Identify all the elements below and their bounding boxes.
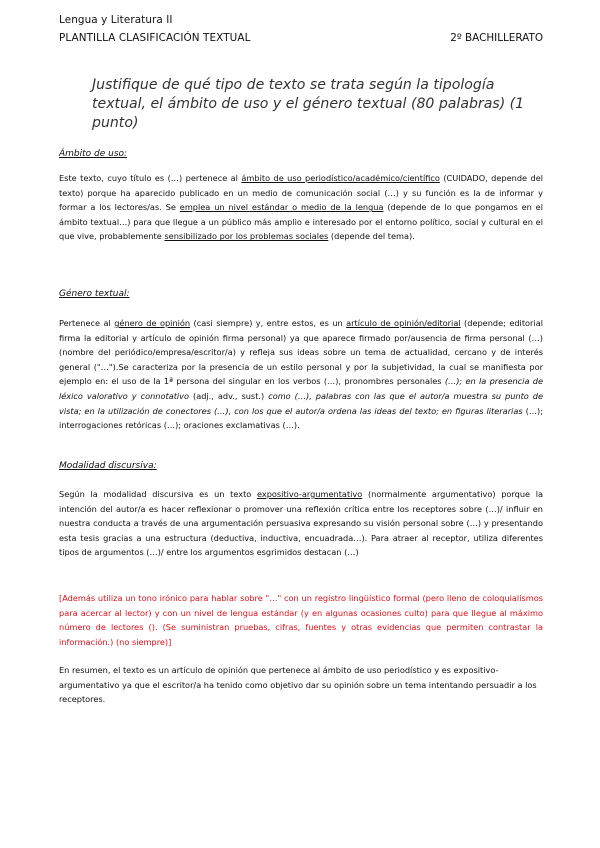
genero-heading: Género textual: (59, 289, 130, 299)
prompt-title: Justifique de qué tipo de texto se trata según la tipología textual, el ámbito de uso y el género textual (80 palabras) (1 punto) (92, 77, 525, 131)
modalidad-paragraph: Según la modalidad discursiva es un texto expositivo-argumentativo (normalmente argumentativo) porque la intención del autor/a es hacer reflexionar o promover una reflexión crítica entre los receptores sobre (…)/ influir en nuestra conducta a través de una argumentación persuasiva expresando su visión personal sobre (…) y presentando esta tesis gracias a una estructura (deductiva, inductiva, encuadrada…). Para atraer al receptor, utiliza diferentes tipos de argumentos (…)/ entre los argumentos esgrimidos destacan (…) (59, 489, 543, 558)
modalidad-heading: Modalidad discursiva: (59, 461, 157, 471)
document-title: PLANTILLA CLASIFICACIÓN TEXTUAL (59, 32, 251, 44)
course-label: 2º BACHILLERATO (450, 32, 543, 44)
genero-paragraph: Pertenece al género de opinión (casi siempre) y, entre estos, es un artículo de opinión/editorial (depende; editorial firma la editorial y artículo de opinión firma personal) ya que aparece firmado por/ausencia de firma personal (…) (nombre del periódico/empresa/escritor/a) y refleja sus ideas sobre un tema de actualidad, cercano y de interés general ("…").Se caracteriza por la presencia de un estilo personal y por la subjetividad, la cual se manifiesta por ejemplo en: el uso de la 1ª persona del singular en los verbos (…), pronombres personales (…); en la presencia de léxico valorativo y connotativo (adj., adv., sust.) como (…), palabras con las que el autor/a muestra su punto de vista; en la utilización de conectores (…), con los que el autor/a ordena las ideas del texto; en figuras literarias (…); interrogaciones retóricas (…); oraciones exclamativas (…). (59, 318, 544, 431)
ambito-heading: Ámbito de uso: (59, 149, 128, 159)
red-note: [Además utiliza un tono irónico para hablar sobre "…" con un registro lingüístico formal (pero lleno de coloquialismos para acercar al lector) y con un nivel de lengua estándar (y en algunas ocasiones culto) para que llegue al máximo número de lectores (). (Se suministran pruebas, cifras, fuentes y otras evidencias que permiten contrastar la información.) (no siempre)] (59, 593, 543, 647)
subject-label: Lengua y Literatura II (59, 14, 173, 26)
summary-paragraph: En resumen, el texto es un artículo de opinión que pertenece al ámbito de uso periodístico y es expositivo-argumentativo ya que el escritor/a ha tenido como objetivo dar su opinión sobre un tema intentando persuadir a los receptores. (59, 665, 537, 705)
ambito-paragraph: Este texto, cuyo título es (…) pertenece al ámbito de uso periodístico/académico/científico (CUIDADO, depende del texto) porque ha aparecido publicado en un medio de comunicación social (…) y su función es la de informar y formar a los lectores/as. Se emplea un nivel estándar o medio de la lengua (depende de lo que pongamos en el ámbito textual…) para que llegue a un público más amplio e interesado por el entorno político, social y cultural en el que vive, probablemente sensibilizado por los problemas sociales (depende del tema). (59, 173, 544, 242)
